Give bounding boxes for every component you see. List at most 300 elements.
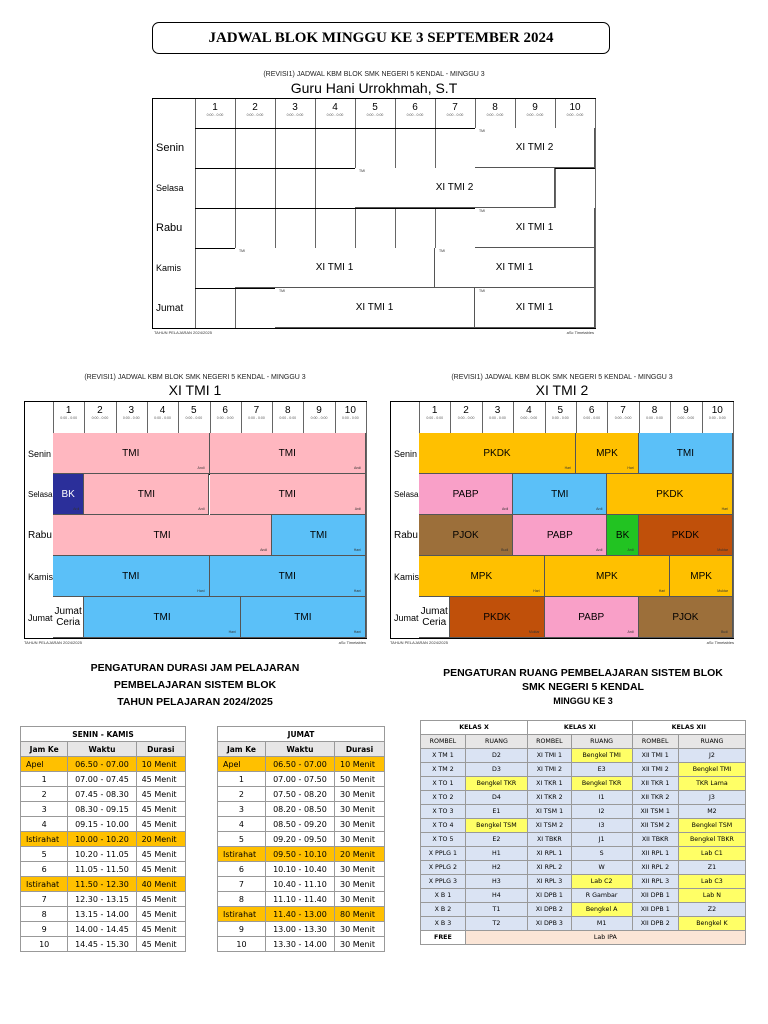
tmi2-block-jumat-pjok — [639, 597, 733, 638]
cell-durasi: 30 Menit — [335, 937, 385, 952]
tmi2-title: XI TMI 2 — [535, 382, 589, 398]
tmi1-footer-right: aSc Timetables — [338, 640, 366, 645]
period-time: 0:00 - 0:00 — [326, 113, 344, 117]
table-row — [218, 832, 385, 847]
period-number: 5 — [557, 405, 564, 416]
durasi-jumat-header: JUMAT — [218, 727, 385, 742]
tmi2-block-jumat-ceria — [419, 597, 450, 638]
period-number: 6 — [412, 102, 418, 113]
cell-jam-ke: Istirahat — [218, 847, 266, 862]
tmi1-block-jumat-tmi-b — [241, 597, 366, 638]
block-label: XI TMI 1 — [515, 302, 554, 313]
col-waktu: Waktu — [265, 742, 334, 757]
period-number: 6 — [222, 405, 228, 416]
period-number: 5 — [191, 405, 197, 416]
period-header-10 — [555, 102, 595, 117]
cell-ruang: H3 — [465, 875, 527, 889]
guru-grid — [152, 98, 596, 329]
period-header-3 — [482, 405, 513, 420]
period-header-3 — [116, 405, 147, 420]
period-number: 2 — [463, 405, 469, 416]
tmi2-block-rabu-bk — [607, 515, 638, 556]
day-label: Rabu — [153, 208, 195, 248]
tmi2-footer-right: aSc Timetables — [706, 640, 734, 645]
cell-rombel: XII TKR 1 — [632, 777, 678, 791]
cell-jam-ke: 7 — [218, 877, 266, 892]
cell-rombel: XII DPB 2 — [632, 917, 678, 931]
period-time: 0:00 - 0:00 — [646, 416, 663, 420]
cell-waktu: 11.50 - 12.30 — [68, 877, 136, 892]
period-header-8 — [639, 405, 670, 420]
period-time: 0:00 - 0:00 — [310, 416, 328, 420]
cell-waktu: 14.00 - 14.45 — [68, 922, 136, 937]
table-row — [421, 749, 746, 763]
period-number: 4 — [332, 102, 338, 113]
period-number: 7 — [452, 102, 458, 113]
cell-durasi: 45 Menit — [136, 772, 185, 787]
cell-jam-ke: Apel — [21, 757, 68, 772]
guru-block-senin-xi-tmi-2 — [475, 128, 595, 168]
cell-rombel: XII RPL 1 — [632, 847, 678, 861]
period-header-3 — [275, 102, 315, 117]
period-time: 0:00 - 0:00 — [286, 113, 304, 117]
guru-block-kamis-xi-tmi-1-b — [435, 248, 595, 288]
block-label: TMI — [676, 447, 694, 459]
block-teacher: TMI — [479, 129, 486, 133]
cell-ruang: Lab C3 — [678, 875, 745, 889]
grid-vline — [366, 402, 367, 638]
grid-vline — [195, 99, 196, 328]
period-header-1 — [195, 102, 235, 117]
cell-rombel: XII TBKR — [632, 833, 678, 847]
block-label: TMI — [137, 488, 155, 500]
cell-waktu: 07.45 - 08.30 — [68, 787, 136, 802]
cell-ruang: TKR Lama — [678, 777, 745, 791]
tmi2-footer-left: TAHUN PELAJARAN 2024/2025 — [390, 640, 448, 645]
tmi1-timetable — [20, 372, 370, 648]
cell-ruang: D4 — [465, 791, 527, 805]
period-time: 0:00 - 0:00 — [154, 416, 171, 420]
cell-waktu: 09.15 - 10.00 — [68, 817, 136, 832]
period-header-4 — [315, 102, 355, 117]
period-header-2 — [450, 405, 481, 420]
cell-rombel: X TO 3 — [421, 805, 466, 819]
block-label: PKDK — [483, 447, 511, 459]
cell-jam-ke: 1 — [21, 772, 68, 787]
cell-ruang: J1 — [571, 833, 632, 847]
block-teacher: Andi — [353, 466, 361, 471]
cell-jam-ke: 4 — [218, 817, 266, 832]
block-teacher: TMI — [279, 289, 286, 293]
guru-footer-right: aSc Timetables — [566, 330, 594, 335]
durasi-title-line-2: PEMBELAJARAN SISTEM BLOK — [113, 679, 277, 691]
period-number: 3 — [494, 405, 501, 416]
cell-rombel: XII DPB 1 — [632, 889, 678, 903]
block-label: XI TMI 1 — [315, 262, 354, 273]
free-row — [421, 931, 746, 945]
col-waktu: Waktu — [68, 742, 136, 757]
cell-durasi: 30 Menit — [335, 817, 385, 832]
period-time: 0:00 - 0:00 — [489, 416, 506, 420]
tmi2-block-kamis-mpk-c — [670, 556, 733, 597]
cell-waktu: 10.10 - 10.40 — [265, 862, 334, 877]
cell-rombel: XI RPL 3 — [528, 875, 572, 889]
period-number: 5 — [372, 102, 378, 113]
cell-ruang: Bengkel TKR — [465, 777, 527, 791]
tmi1-block-senin-tmi-a — [53, 433, 210, 474]
table-row — [218, 922, 385, 937]
period-number: 9 — [532, 102, 538, 113]
tmi2-block-rabu-pjok — [419, 515, 513, 556]
cell-rombel: X B 3 — [421, 917, 466, 931]
period-number: 6 — [588, 405, 595, 416]
tmi2-grid — [390, 401, 734, 639]
period-time: 0:00 - 0:00 — [206, 113, 224, 117]
cell-waktu: 11.05 - 11.50 — [68, 862, 136, 877]
cell-waktu: 11.10 - 11.40 — [265, 892, 334, 907]
cell-rombel: X PPLG 1 — [421, 847, 466, 861]
cell-ruang: M1 — [571, 917, 632, 931]
guru-block-selasa-xi-tmi-2 — [355, 168, 555, 208]
cell-rombel: XI TKR 2 — [528, 791, 572, 805]
cell-durasi: 30 Menit — [335, 862, 385, 877]
cell-ruang: Lab C2 — [571, 875, 632, 889]
table-row — [421, 777, 746, 791]
durasi-title-line-1: PENGATURAN DURASI JAM PELAJARAN — [90, 662, 300, 674]
tmi2-block-rabu-pkdk — [639, 515, 733, 556]
table-row — [421, 903, 746, 917]
guru-block-kamis-xi-tmi-1-a — [235, 248, 435, 288]
ruang-title-line-2: SMK NEGERI 5 KENDAL — [522, 681, 644, 693]
table-row — [218, 787, 385, 802]
cell-rombel: XII TSM 1 — [632, 805, 678, 819]
day-label: Selasa — [153, 168, 195, 208]
cell-waktu: 06.50 - 07.00 — [265, 757, 334, 772]
table-row — [21, 817, 186, 832]
cell-ruang: E3 — [571, 763, 632, 777]
cell-rombel: XII RPL 2 — [632, 861, 678, 875]
period-header-4 — [513, 405, 544, 420]
tmi1-block-kamis-tmi-a — [53, 556, 210, 597]
cell-rombel: XII TKR 2 — [632, 791, 678, 805]
period-number: 3 — [128, 405, 135, 416]
cell-durasi: 40 Menit — [136, 877, 185, 892]
period-number: 10 — [711, 405, 723, 416]
cell-durasi: 30 Menit — [335, 922, 385, 937]
cell-ruang: Bengkel TMI — [678, 763, 745, 777]
cell-rombel: XII RPL 3 — [632, 875, 678, 889]
block-teacher: TMI — [439, 249, 446, 253]
tmi2-subtitle: (REVISI1) JADWAL KBM BLOK SMK NEGERI 5 KENDAL - MINGGU 3 — [451, 374, 673, 381]
cell-waktu: 10.00 - 10.20 — [68, 832, 136, 847]
block-teacher: Ardi — [73, 507, 80, 512]
block-teacher: Andi — [260, 548, 268, 553]
cell-jam-ke: 10 — [21, 937, 68, 952]
table-row — [21, 772, 186, 787]
day-label: Jumat — [391, 597, 419, 638]
day-label: Jumat — [25, 597, 53, 638]
cell-rombel: XI DPB 3 — [528, 917, 572, 931]
cell-waktu: 07.00 - 07.50 — [265, 772, 334, 787]
block-teacher: Ardi — [354, 507, 361, 512]
cell-ruang: Z2 — [678, 903, 745, 917]
cell-waktu: 13.15 - 14.00 — [68, 907, 136, 922]
period-number: 1 — [212, 102, 218, 113]
block-teacher: Hani — [353, 548, 361, 553]
cell-waktu: 11.40 - 13.00 — [265, 907, 334, 922]
grid-vline — [595, 99, 596, 328]
col-jam-ke: Jam Ke — [21, 742, 68, 757]
table-row — [421, 861, 746, 875]
cell-ruang: Bengkel TMI — [571, 749, 632, 763]
period-header-5 — [545, 405, 576, 420]
cell-rombel: XI RPL 2 — [528, 861, 572, 875]
col-ruang: RUANG — [465, 735, 527, 749]
cell-durasi: 30 Menit — [335, 892, 385, 907]
cell-ruang: I3 — [571, 819, 632, 833]
tmi2-block-jumat-pabp — [545, 597, 639, 638]
table-row — [421, 819, 746, 833]
block-label: TMI — [278, 488, 296, 500]
period-time: 0:00 - 0:00 — [583, 416, 601, 420]
table-row — [21, 892, 186, 907]
period-header-6 — [395, 102, 435, 117]
cell-durasi: 45 Menit — [136, 937, 185, 952]
cell-ruang: E1 — [465, 805, 527, 819]
cell-waktu: 08.30 - 09.15 — [68, 802, 136, 817]
cell-ruang: Z1 — [678, 861, 745, 875]
period-header-2 — [235, 102, 275, 117]
period-time: 0:00 - 0:00 — [216, 416, 234, 420]
block-teacher: Hari — [627, 466, 634, 471]
period-header-5 — [178, 405, 209, 420]
block-label: TMI — [294, 611, 312, 623]
cell-waktu: 07.50 - 08.20 — [265, 787, 334, 802]
block-label: PKDK — [656, 488, 684, 500]
tmi1-block-kamis-tmi-b — [210, 556, 367, 597]
tmi1-block-selasa-tmi-a — [84, 474, 209, 515]
col-jam-ke: Jam Ke — [218, 742, 266, 757]
cell-durasi: 30 Menit — [335, 787, 385, 802]
period-header-7 — [435, 102, 475, 117]
kelas-xi-header: KELAS XI — [528, 721, 633, 735]
block-label: PJOK — [672, 611, 699, 623]
cell-jam-ke: 6 — [218, 862, 266, 877]
table-row — [21, 802, 186, 817]
cell-jam-ke: 8 — [21, 907, 68, 922]
period-time: 0:00 - 0:00 — [520, 416, 538, 420]
block-teacher: Budi — [501, 548, 509, 553]
cell-ruang: Bengkel A — [571, 903, 632, 917]
period-number: 2 — [252, 102, 258, 113]
block-teacher: Hari — [658, 589, 666, 594]
durasi-title — [60, 660, 330, 711]
block-label: MPK — [596, 447, 618, 459]
period-time: 0:00 - 0:00 — [246, 113, 264, 117]
cell-rombel: X PPLG 2 — [421, 861, 466, 875]
block-teacher: Hani — [228, 630, 236, 635]
tmi1-block-jumat-ceria — [53, 597, 84, 638]
cell-durasi: 10 Menit — [136, 757, 185, 772]
cell-ruang: D2 — [465, 749, 527, 763]
cell-ruang: J3 — [678, 791, 745, 805]
cell-ruang: Bengkel TKR — [571, 777, 632, 791]
col-rombel: ROMBEL — [632, 735, 678, 749]
guru-footer-left: TAHUN PELAJARAN 2024/2025 — [154, 330, 212, 335]
period-time: 0:00 - 0:00 — [91, 416, 109, 420]
period-time: 0:00 - 0:00 — [614, 416, 632, 420]
block-label: PJOK — [452, 529, 479, 541]
tmi2-block-jumat-pkdk — [450, 597, 544, 638]
period-time: 0:00 - 0:00 — [248, 416, 265, 420]
table-row — [421, 763, 746, 777]
cell-rombel: XI TSM 1 — [528, 805, 572, 819]
cell-jam-ke: 1 — [218, 772, 266, 787]
guru-title: Guru Hani Urrokhmah, S.T — [290, 80, 458, 96]
table-row — [218, 772, 385, 787]
cell-waktu: 09.20 - 09.50 — [265, 832, 334, 847]
period-header-7 — [241, 405, 272, 420]
cell-jam-ke: 8 — [218, 892, 266, 907]
cell-durasi: 45 Menit — [136, 907, 185, 922]
cell-jam-ke: Istirahat — [218, 907, 266, 922]
table-row — [218, 907, 385, 922]
cell-ruang: Bengkel TSM — [465, 819, 527, 833]
cell-rombel: XII TSM 2 — [632, 819, 678, 833]
period-number: 10 — [569, 102, 581, 113]
period-header-5 — [355, 102, 395, 117]
guru-block-jumat-xi-tmi-1-b — [475, 288, 595, 328]
tmi2-block-selasa-tmi — [513, 474, 607, 515]
free-label: FREE — [421, 931, 466, 945]
tmi1-block-rabu-tmi-b — [272, 515, 366, 556]
cell-ruang: Bengkel TBKR — [678, 833, 745, 847]
cell-ruang: I1 — [571, 791, 632, 805]
col-ruang: RUANG — [678, 735, 745, 749]
cell-ruang: I2 — [571, 805, 632, 819]
block-label: BK — [61, 488, 75, 500]
cell-durasi: 20 Menit — [335, 847, 385, 862]
cell-ruang: H2 — [465, 861, 527, 875]
period-header-4 — [147, 405, 178, 420]
cell-durasi: 45 Menit — [136, 847, 185, 862]
durasi-senin-kamis-table — [20, 726, 186, 952]
period-number: 9 — [683, 405, 689, 416]
block-teacher: Hari — [564, 466, 571, 471]
cell-durasi: 45 Menit — [136, 802, 185, 817]
durasi-jumat-table — [217, 726, 385, 952]
cell-ruang: T1 — [465, 903, 527, 917]
block-teacher: Ardi — [596, 548, 603, 553]
table-row — [21, 757, 186, 772]
tmi1-block-selasa-bk — [53, 474, 84, 515]
cell-ruang: M2 — [678, 805, 745, 819]
period-time: 0:00 - 0:00 — [341, 416, 359, 420]
day-label: Kamis — [153, 248, 195, 288]
period-time: 0:00 - 0:00 — [60, 416, 78, 420]
cell-rombel: XII TMI 1 — [632, 749, 678, 763]
tmi2-block-selasa-pkdk — [607, 474, 733, 515]
period-time: 0:00 - 0:00 — [526, 113, 544, 117]
day-label: Senin — [25, 433, 53, 474]
day-label: Rabu — [25, 515, 53, 556]
table-row — [218, 817, 385, 832]
period-header-10 — [702, 405, 733, 420]
block-teacher: Ardi — [596, 507, 603, 512]
guru-timetable — [148, 70, 600, 338]
cell-ruang: J2 — [678, 749, 745, 763]
cell-durasi: 45 Menit — [136, 862, 185, 877]
table-row — [421, 833, 746, 847]
cell-jam-ke: 3 — [21, 802, 68, 817]
table-row — [421, 791, 746, 805]
cell-waktu: 13.30 - 14.00 — [265, 937, 334, 952]
ruang-table — [420, 720, 746, 945]
period-time: 0:00 - 0:00 — [446, 113, 464, 117]
cell-ruang: Bengkel TSM — [678, 819, 745, 833]
period-number: 4 — [526, 405, 532, 416]
cell-waktu: 13.00 - 13.30 — [265, 922, 334, 937]
cell-durasi: 30 Menit — [335, 802, 385, 817]
period-header-6 — [210, 405, 241, 420]
durasi-title-line-3: TAHUN PELAJARAN 2024/2025 — [117, 696, 273, 708]
col-ruang: RUANG — [571, 735, 632, 749]
block-label: TMI — [309, 529, 328, 541]
cell-waktu: 08.50 - 09.20 — [265, 817, 334, 832]
period-number: 4 — [159, 405, 166, 416]
block-label: MPK — [470, 570, 493, 582]
cell-waktu: 09.50 - 10.10 — [265, 847, 334, 862]
block-teacher: Hari — [533, 589, 540, 594]
cell-waktu: 12.30 - 13.15 — [68, 892, 136, 907]
cell-jam-ke: 2 — [21, 787, 68, 802]
block-label: TMI — [153, 529, 171, 541]
col-rombel: ROMBEL — [421, 735, 466, 749]
cell-rombel: X TO 2 — [421, 791, 466, 805]
period-time: 0:00 - 0:00 — [406, 113, 424, 117]
cell-durasi: 45 Menit — [136, 892, 185, 907]
cell-rombel: X TM 2 — [421, 763, 466, 777]
tmi1-footer-left: TAHUN PELAJARAN 2024/2025 — [24, 640, 82, 645]
cell-rombel: XI TKR 1 — [528, 777, 572, 791]
period-number: 1 — [431, 405, 438, 416]
table-row — [421, 875, 746, 889]
cell-jam-ke: 6 — [21, 862, 68, 877]
block-label: TMI — [551, 488, 569, 500]
table-row — [21, 937, 186, 952]
period-header-9 — [670, 405, 701, 420]
cell-waktu: 08.20 - 08.50 — [265, 802, 334, 817]
cell-jam-ke: 3 — [218, 802, 266, 817]
period-header-9 — [515, 102, 555, 117]
period-time: 0:00 - 0:00 — [426, 416, 444, 420]
period-header-1 — [53, 405, 84, 420]
cell-durasi: 30 Menit — [335, 877, 385, 892]
tmi2-block-rabu-pabp — [513, 515, 607, 556]
day-label: Senin — [153, 128, 195, 168]
cell-rombel: X B 2 — [421, 903, 466, 917]
block-teacher: Ardi — [198, 507, 205, 512]
cell-ruang: T2 — [465, 917, 527, 931]
block-label: MPK — [596, 570, 618, 582]
cell-rombel: XI TSM 2 — [528, 819, 572, 833]
block-label: XI TMI 1 — [515, 222, 554, 233]
table-row — [21, 922, 186, 937]
block-teacher: Muktar — [717, 548, 728, 553]
block-label: TMI — [122, 570, 140, 582]
period-header-10 — [335, 405, 366, 420]
period-time: 0:00 - 0:00 — [486, 113, 504, 117]
